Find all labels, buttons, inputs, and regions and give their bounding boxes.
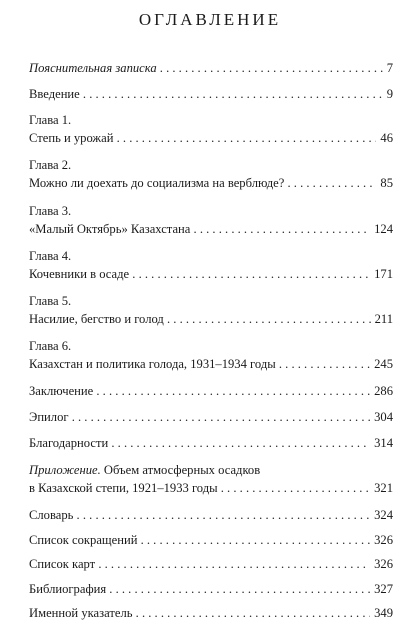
entry-page-number: 171 — [374, 266, 393, 281]
entry-title: Заключение . . . — [29, 383, 370, 401]
chapter-label: Глава 4. — [29, 249, 72, 263]
toc-entry-abbreviations[interactable] — [29, 532, 393, 550]
entry-title: Библиография . . . — [29, 581, 370, 599]
entry-title: Степь и урожай . . . — [29, 130, 376, 148]
entry-title: Пояснительная записка — [29, 61, 157, 75]
chapter-label: Глава 6. — [29, 339, 72, 353]
toc-entry-introduction[interactable] — [29, 86, 393, 104]
entry-page-number: 211 — [374, 311, 393, 326]
entry-page-number: 304 — [374, 410, 393, 424]
entry-page-number: 326 — [374, 557, 393, 571]
toc-entry-appendix[interactable] — [29, 462, 393, 497]
toc-entry-chapter-4[interactable] — [29, 248, 393, 283]
entry-page-number: 321 — [374, 480, 393, 495]
entry-title: Введение . . . — [29, 86, 383, 104]
entry-page-number: 124 — [374, 221, 393, 236]
appendix-label: Приложение. — [29, 463, 101, 477]
entry-page-number: 245 — [374, 356, 393, 371]
entry-page-number: 327 — [374, 582, 393, 596]
entry-title: Можно ли доехать до социализма на верблюде? . . . — [29, 175, 376, 193]
entry-title-continued: в Казахской степи, 1921–1933 годы . . . — [29, 480, 370, 498]
toc-entry-chapter-2[interactable] — [29, 157, 393, 192]
entry-title: Объем атмосферных осадков — [103, 463, 261, 477]
entry-page-number: 326 — [374, 533, 393, 547]
toc-entry-acknowledgements[interactable] — [29, 435, 393, 453]
entry-title: Кочевники в осаде . . . — [29, 266, 370, 284]
toc-entry-bibliography[interactable] — [29, 581, 393, 599]
toc-entry-chapter-6[interactable] — [29, 338, 393, 373]
page-title: ОГЛАВЛЕНИЕ — [138, 10, 282, 29]
entry-page-number: 314 — [374, 436, 393, 450]
entry-title: Список карт . . . — [29, 556, 370, 574]
entry-title: Благодарности . . . — [29, 435, 370, 453]
toc-entry-name-index[interactable] — [29, 605, 393, 623]
chapter-label: Глава 2. — [29, 158, 72, 172]
toc-entry-epilogue[interactable] — [29, 409, 393, 427]
entry-title: Казахстан и политика голода, 1931–1934 годы . . . — [29, 356, 370, 374]
toc-entry-chapter-3[interactable] — [29, 203, 393, 238]
toc-entry-chapter-5[interactable] — [29, 293, 393, 328]
entry-title: Словарь . . . — [29, 507, 370, 525]
chapter-label: Глава 3. — [29, 204, 72, 218]
chapter-label: Глава 1. — [29, 113, 72, 127]
entry-title: Список сокращений . . . — [29, 532, 370, 550]
entry-page-number: 324 — [374, 508, 393, 522]
chapter-label: Глава 5. — [29, 294, 72, 308]
toc-entry-chapter-1[interactable] — [29, 112, 393, 147]
entry-page-number: 46 — [380, 130, 393, 145]
entry-page-number: 349 — [374, 606, 393, 620]
entry-page-number: 85 — [380, 175, 393, 190]
entry-title: «Малый Октябрь» Казахстана . . . — [29, 221, 370, 239]
toc-entry-explanatory-note[interactable] — [29, 60, 393, 78]
entry-page-number: 7 — [386, 61, 393, 75]
toc-entry-maps[interactable] — [29, 556, 393, 574]
entry-title: Эпилог . . . — [29, 409, 370, 427]
toc-entry-conclusion[interactable] — [29, 383, 393, 401]
entry-page-number: 9 — [386, 87, 393, 101]
toc-entry-glossary[interactable] — [29, 507, 393, 525]
entry-title: Именной указатель . . . — [29, 605, 370, 623]
entry-title: Насилие, бегство и голод . . . — [29, 311, 371, 329]
entry-page-number: 286 — [374, 384, 393, 398]
